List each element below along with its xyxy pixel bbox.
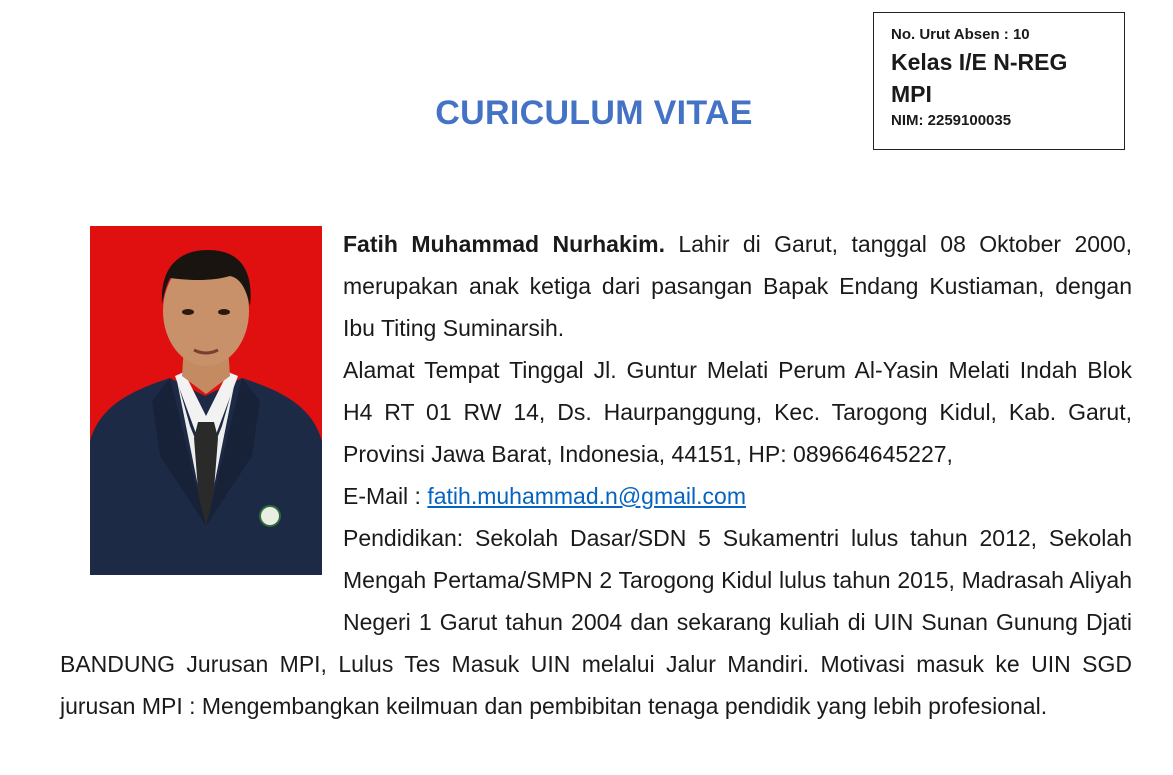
person-name: Fatih Muhammad Nurhakim. xyxy=(343,231,665,257)
education-text: Pendidikan: Sekolah Dasar/SDN 5 Sukamentri lulus tahun 2012, Sekolah Mengah Pertama/SMPN 2 Tarogong Kidul lulus tahun 2015, Madrasah Aliyah Negeri 1 Garut tahun 2004 dan sekarang kuliah di UIN Sunan Gunung Djati BANDUNG Jurusan MPI, Lulus Tes Masuk UIN melalui Jalur Mandiri. Motivasi masuk ke UIN SGD jurusan MPI : Mengembangkan keilmuan dan pembibitan tenaga pendidik yang lebih profesional. xyxy=(60,525,1132,719)
class-label: Kelas I/E N-REG MPI xyxy=(891,49,1068,107)
photo-spacer xyxy=(60,223,343,603)
page-title: CURICULUM VITAE xyxy=(435,94,753,132)
absen-number: No. Urut Absen : 10 xyxy=(891,26,1030,43)
email-label: E-Mail : xyxy=(343,483,428,509)
email-link[interactable]: fatih.muhammad.n@gmail.com xyxy=(427,483,746,509)
bio-paragraph xyxy=(60,223,1132,727)
address-text: Alamat Tempat Tinggal Jl. Guntur Melati Perum Al-Yasin Melati Indah Blok H4 RT 01 RW 14, Ds. Haurpanggung, Kec. Tarogong Kidul, Kab. Garut, Provinsi Jawa Barat, Indonesia, 44151, HP: 089664645227, xyxy=(343,357,1132,467)
nim-label: NIM: 2259100035 xyxy=(891,112,1012,129)
birth-info: Lahir di Garut, tanggal 08 Oktober 2000, merupakan anak ketiga dari pasangan Bapak Endang Kustiaman, dengan Ibu Titing Suminarsih. xyxy=(343,231,1132,341)
student-id-box xyxy=(873,12,1125,150)
